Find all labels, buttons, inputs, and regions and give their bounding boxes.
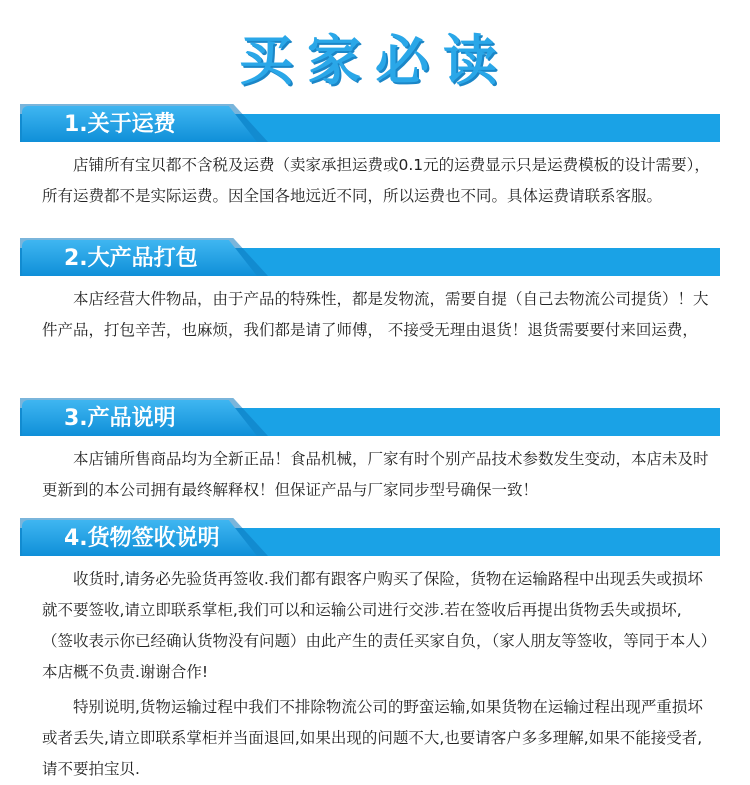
page-title: 买家必读 [239, 29, 511, 92]
section-body: 收货时,请务必先验货再签收.我们都有跟客户购买了保险，货物在运输路程中出现丢失或损坏就不要签收,请立即联系掌柜,我们可以和运输公司进行交涉.若在签收后再提出货物丢失或损坏,（签收表示你已经确认货物没有问题）由此产生的责任买家自负，（家人朋友等签收，等同于本人）本店概不负责.谢谢合作! [42, 570, 709, 681]
section-heading: 2.大产品打包 [64, 246, 198, 271]
section-heading: 3.产品说明 [64, 406, 176, 431]
section-heading: 1.关于运费 [64, 112, 176, 137]
section-body: 本店铺所售商品均为全新正品！食品机械，厂家有时个别产品技术参数发生变动，本店未及时更新到的本公司拥有最终解释权！但保证产品与厂家同步型号确保一致！ [42, 450, 709, 499]
section-header-bar [20, 238, 720, 278]
section-body-note: 特别说明,货物运输过程中我们不排除物流公司的野蛮运输,如果货物在运输过程出现严重损坏或者丢失,请立即联系掌柜并当面退回,如果出现的问题不大,也要请客户多多理解,如果不能接受者,请不要拍宝贝. [42, 698, 703, 778]
section-body: 店铺所有宝贝都不含税及运费（卖家承担运费或0.1元的运费显示只是运费模板的设计需要），所有运费都不是实际运费。因全国各地远近不同，所以运费也不同。具体运费请联系客服。 [42, 156, 710, 205]
section-body: 本店经营大件物品，由于产品的特殊性，都是发物流，需要自提（自己去物流公司提货）！大件产品，打包辛苦，也麻烦，我们都是请了师傅， 不接受无理由退货！退货需要要付来回运费， [42, 290, 709, 339]
section-shipping [0, 104, 750, 212]
section-header-bar [20, 518, 720, 558]
section-header-bar [20, 104, 720, 144]
section-packaging [0, 238, 750, 346]
section-delivery-receipt [0, 518, 750, 785]
section-product-info [0, 398, 750, 506]
section-heading: 4.货物签收说明 [64, 526, 220, 551]
section-header-bar [20, 398, 720, 438]
